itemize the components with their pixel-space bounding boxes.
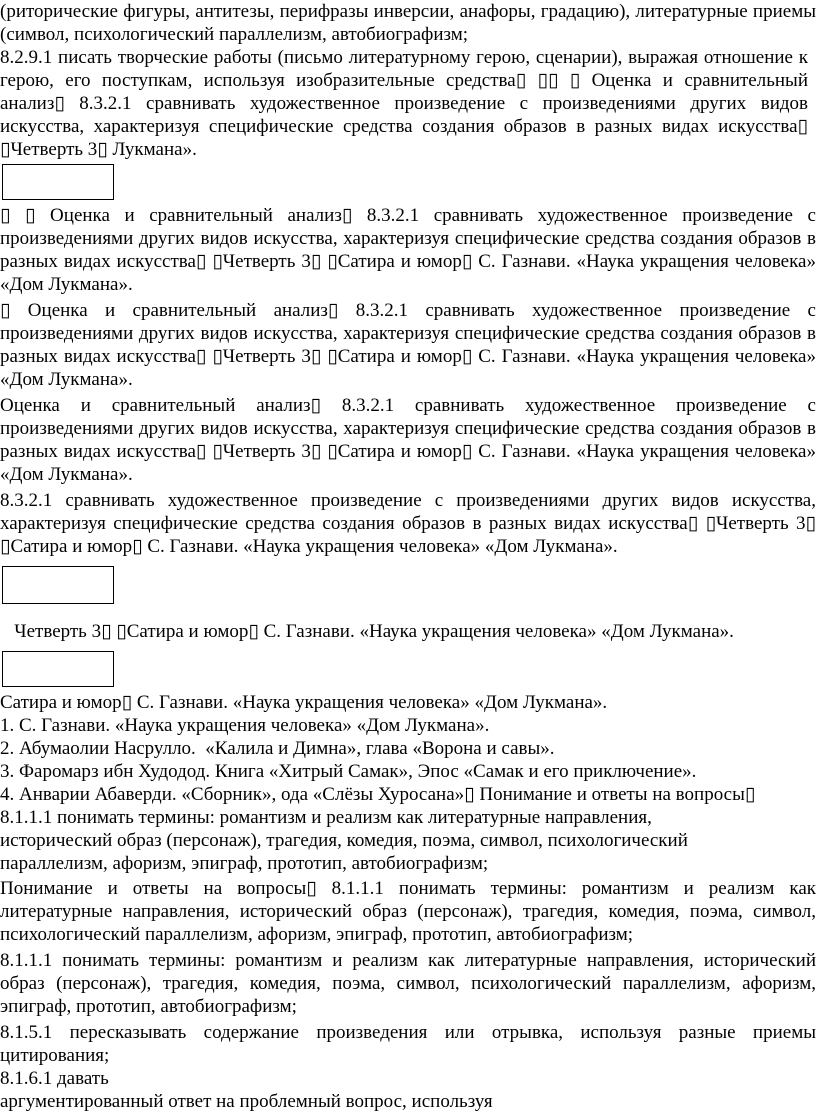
paragraph-understanding-1: Понимание и ответы на вопросы▯ 8.1.1.1 понимать термины: романтизм и реализм как литературные направления, исторический образ (персонаж), трагедия, комедия, поэма, символ, психологический параллелизм, афоризм, эпиграф, прототип, автобиографизм; xyxy=(0,878,816,945)
paragraph-8-3-2-1: 8.3.2.1 сравнивать художественное произведение с произведениями других видов искусства, характеризуя специфические средства создания образов в разных видах искусства▯ ▯Четверть 3▯ ▯Сатира и юмор▯ С. Газнави. «Наука укращения человека» «Дом Лукмана». xyxy=(0,490,816,557)
paragraph-quarter-3: Четверть 3▯ ▯Сатира и юмор▯ С. Газнави. «Наука укращения человека» «Дом Лукмана». xyxy=(0,621,734,642)
embedded-object-box xyxy=(2,164,114,200)
paragraph-argument: аргументированный ответ на проблемный вопрос, используя xyxy=(0,1091,493,1112)
paragraph-literary-devices: (риторические фигуры, антитезы, перифразы инверсии, анафоры, градацию), литературные приемы (символ, психологический параллелизм, автобиографизм; xyxy=(0,1,816,45)
paragraph-8-1-5-1: 8.1.5.1 пересказывать содержание произведения или отрывка, используя разные приемы цитирования; xyxy=(0,1022,816,1066)
reading-list xyxy=(0,691,765,875)
embedded-object-box xyxy=(2,651,114,687)
paragraph-satire-humor: Сатира и юмор▯ С. Газнави. «Наука укращения человека» «Дом Лукмана». xyxy=(0,692,608,713)
list-item: 1. С. Газнави. «Наука укращения человека» «Дом Лукмана». xyxy=(0,715,490,736)
paragraph-analysis-3: Оценка и сравнительный анализ▯ 8.3.2.1 сравнивать художественное произведение с произведениями других видов искусства, характеризуя специфические средства создания образов в разных видах искусства▯ ▯Четверть 3▯ ▯Сатира и юмор▯ С. Газнави. «Наука укращения человека» «Дом Лукмана». xyxy=(0,395,816,485)
paragraph-8-1-6-1: 8.1.6.1 давать xyxy=(0,1068,109,1089)
paragraph-analysis-2: ▯ Оценка и сравнительный анализ▯ 8.3.2.1 сравнивать художественное произведение с произведениями других видов искусства, характеризуя специфические средства создания образов в разных видах искусства▯ ▯Четверть 3▯ ▯Сатира и юмор▯ С. Газнави. «Наука укращения человека» «Дом Лукмана». xyxy=(0,300,816,390)
paragraph-8-2-9-1: 8.2.9.1 писать творческие работы (письмо литературному герою, сценарии), выражая отношение к герою, его поступкам, используя изобразительные средства▯ ▯▯ ▯ Оценка и сравнительный анализ▯ 8.3.2.1 сравнивать художественное произведение с произведениями других видов искусства, характеризуя специфические средства создания образов в разных видах искусства▯ ▯Четверть 3▯ Лукмана». xyxy=(0,47,808,160)
embedded-object-box xyxy=(2,566,114,604)
paragraph-analysis-1: ▯ ▯ Оценка и сравнительный анализ▯ 8.3.2.1 сравнивать художественное произведение с произведениями других видов искусства, характеризуя специфические средства создания образов в разных видах искусства▯ ▯Четверть 3▯ ▯Сатира и юмор▯ С. Газнави. «Наука укращения человека» «Дом Лукмана». xyxy=(0,205,816,295)
list-item: 2. Абумаолии Насрулло. «Калила и Димна», глава «Ворона и савы». xyxy=(0,738,555,759)
paragraph-8-1-1-1: 8.1.1.1 понимать термины: романтизм и реализм как литературные направления, исторический образ (персонаж), трагедия, комедия, поэма, символ, психологический параллелизм, афоризм, эпиграф, прототип, автобиографизм; xyxy=(0,950,816,1017)
list-item: 3. Фаромарз ибн Худодод. Книга «Хитрый Самак», Эпос «Самак и его приключение». xyxy=(0,761,697,782)
list-item: 4. Анварии Абаверди. «Сборник», ода «Слёзы Хуросана»▯ Понимание и ответы на вопросы▯ 8.1.1.1 понимать термины: романтизм и реализм как литературные направления, исторический образ (персонаж), трагедия, комедия, поэма, символ, психологический параллелизм, афоризм, эпиграф, прототип, автобиографизм; xyxy=(0,784,756,874)
